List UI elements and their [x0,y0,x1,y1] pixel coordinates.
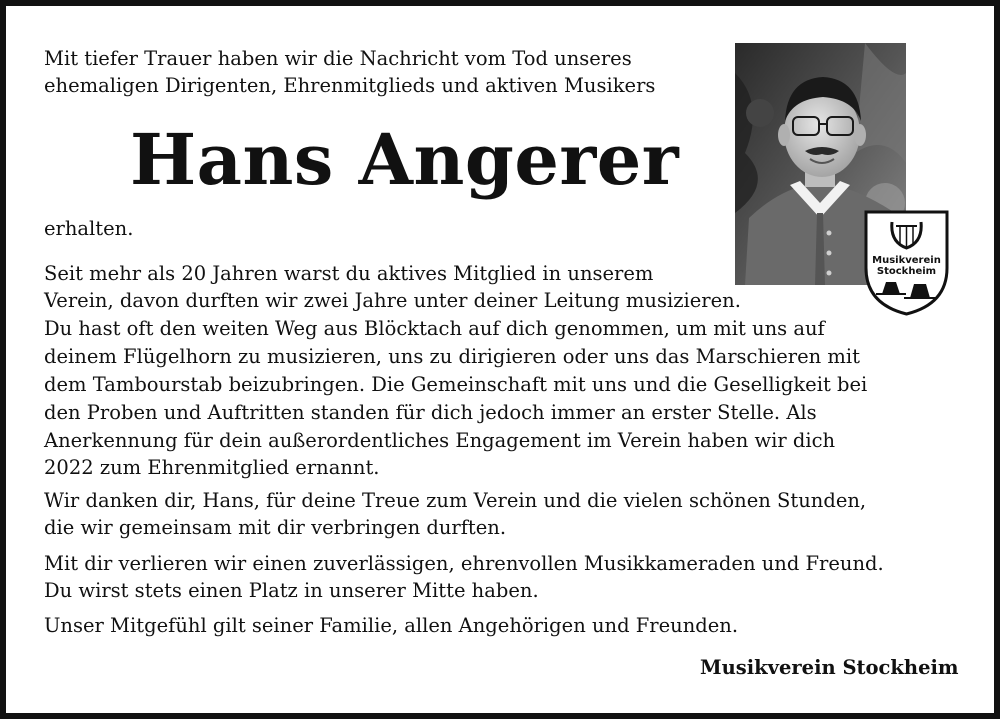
body-line: Mit dir verlieren wir einen zuverlässigen, ehrenvollen Musikkameraden und Freund. [44,552,884,575]
body-line: Du hast oft den weiten Weg aus Blöcktach auf dich genommen, um mit uns auf [44,317,825,340]
body-line: den Proben und Auftritten standen für dich jedoch immer an erster Stelle. Als [44,401,817,424]
body-line: dem Tambourstab beizubringen. Die Gemeinschaft mit uns und die Geselligkeit bei [44,373,868,396]
body-line: 2022 zum Ehrenmitglied ernannt. [44,456,380,479]
body-line: Du wirst stets einen Platz in unserer Mitte haben. [44,579,539,602]
crest-text-line-1: Musikverein [872,255,941,266]
deceased-name: Hans Angerer [130,118,680,201]
crest-text-line-2: Stockheim [876,266,937,277]
body-line: deinem Flügelhorn zu musizieren, uns zu dirigieren oder uns das Marschieren mit [44,345,860,368]
body-line: Unser Mitgefühl gilt seiner Familie, allen Angehörigen und Freunden. [44,614,739,637]
intro-line-2: ehemaligen Dirigenten, Ehrenmitglieds und aktiven Musikers [44,74,656,97]
signature: Musikverein Stockheim [700,656,959,679]
body-line: Wir danken dir, Hans, für deine Treue zum Verein und die vielen schönen Stunden, [44,489,867,512]
body-line: Seit mehr als 20 Jahren warst du aktives Mitglied in unserem [44,262,654,285]
body-line: Anerkennung für dein außerordentliches Engagement im Verein haben wir dich [44,429,836,452]
club-crest [862,208,951,318]
received-text: erhalten. [44,217,134,240]
body-line: Verein, davon durften wir zwei Jahre unter deiner Leitung musizieren. [44,289,741,312]
intro-line-1: Mit tiefer Trauer haben wir die Nachricht vom Tod unseres [44,47,632,70]
body-line: die wir gemeinsam mit dir verbringen durften. [44,516,507,539]
